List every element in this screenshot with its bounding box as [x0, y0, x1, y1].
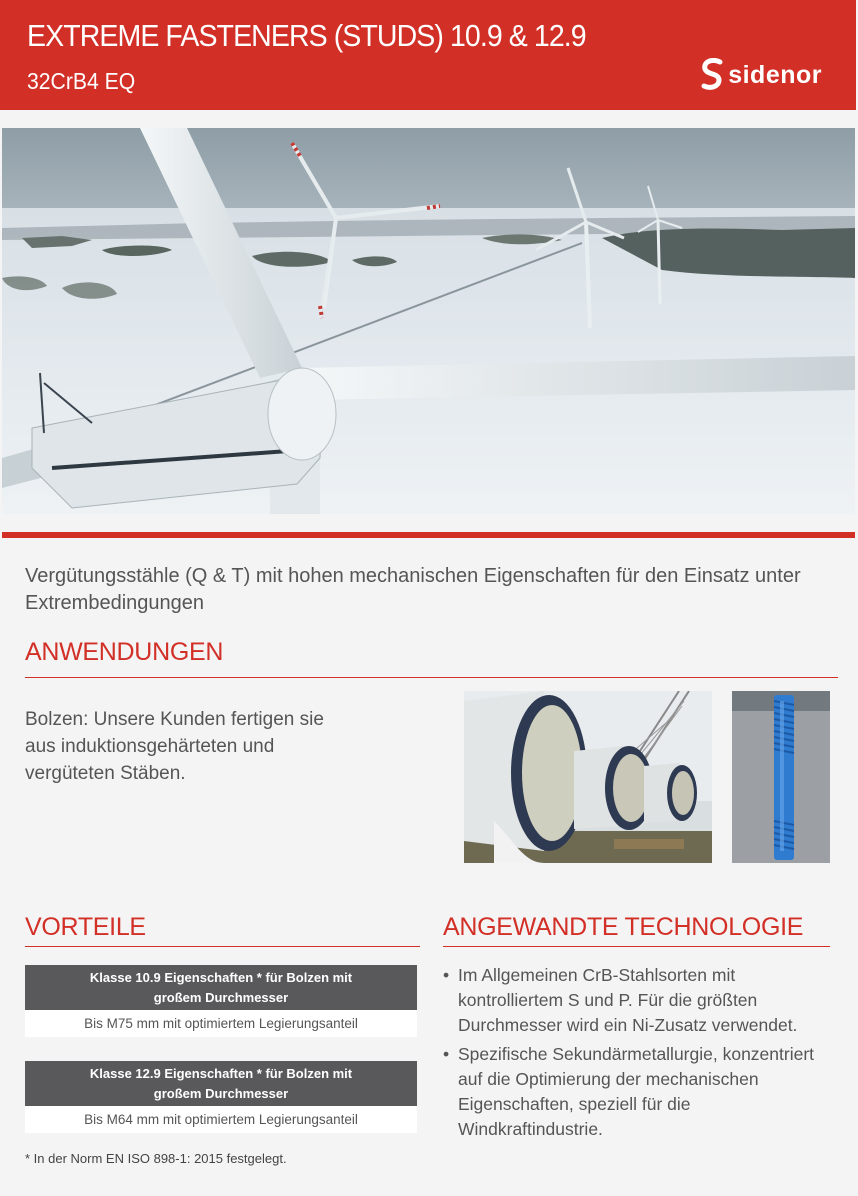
sidenor-s-icon: [700, 58, 724, 92]
blue-stud-photo: [732, 691, 830, 863]
header-banner: [0, 0, 856, 110]
intro-text: Vergütungsstähle (Q & T) mit hohen mechanischen Eigenschaften für den Einsatz unter Extrembedingungen: [25, 565, 801, 614]
tower-sections-photo: [464, 691, 712, 863]
spec-table-row: Bis M75 mm mit optimiertem Legierungsanteil: [25, 1010, 417, 1037]
spec-table-row: Bis M64 mm mit optimiertem Legierungsanteil: [25, 1106, 417, 1133]
applications-text: Bolzen: Unsere Kunden fertigen sie aus induktionsgehärteten und vergüteten Stäben.: [25, 709, 324, 784]
list-item-text: Im Allgemeinen CrB-Stahlsorten mit kontrolliertem S und P. Für die größten Durchmesser wird ein Ni-Zusatz verwendet.: [458, 965, 798, 1035]
list-item-text: Spezifische Sekundärmetallurgie, konzentriert auf die Optimierung der mechanischen Eigenschaften, speziell für die Windkraftindustrie.: [458, 1044, 815, 1139]
technology-heading: ANGEWANDTE TECHNOLOGIE: [443, 913, 804, 941]
logo-wordmark: sidenor: [728, 60, 822, 89]
applications-rule: [25, 677, 838, 678]
page-title: EXTREME FASTENERS (STUDS) 10.9 & 12.9: [27, 18, 586, 53]
bullet-icon: •: [443, 965, 450, 985]
spec-table-header: Klasse 10.9 Eigenschaften * für Bolzen mit großem Durchmesser: [25, 965, 417, 1010]
list-item: [443, 1042, 833, 1142]
spec-table-12-9: [25, 1061, 417, 1133]
list-item: [443, 963, 833, 1038]
section-divider: [2, 532, 855, 538]
advantages-rule: [25, 946, 420, 947]
applications-heading: ANWENDUNGEN: [25, 638, 224, 666]
advantages-heading: VORTEILE: [25, 913, 146, 941]
technology-list: [443, 963, 833, 1146]
footnote: * In der Norm EN ISO 898-1: 2015 festgelegt.: [25, 1151, 287, 1166]
spec-table-header: Klasse 12.9 Eigenschaften * für Bolzen mit großem Durchmesser: [25, 1061, 417, 1106]
technology-rule: [443, 946, 830, 947]
sidenor-logo: [700, 57, 822, 93]
page-subtitle: 32CrB4 EQ: [27, 68, 136, 94]
hero-wind-turbine-photo: [2, 128, 855, 514]
spec-table-10-9: [25, 965, 417, 1037]
bullet-icon: •: [443, 1044, 450, 1064]
